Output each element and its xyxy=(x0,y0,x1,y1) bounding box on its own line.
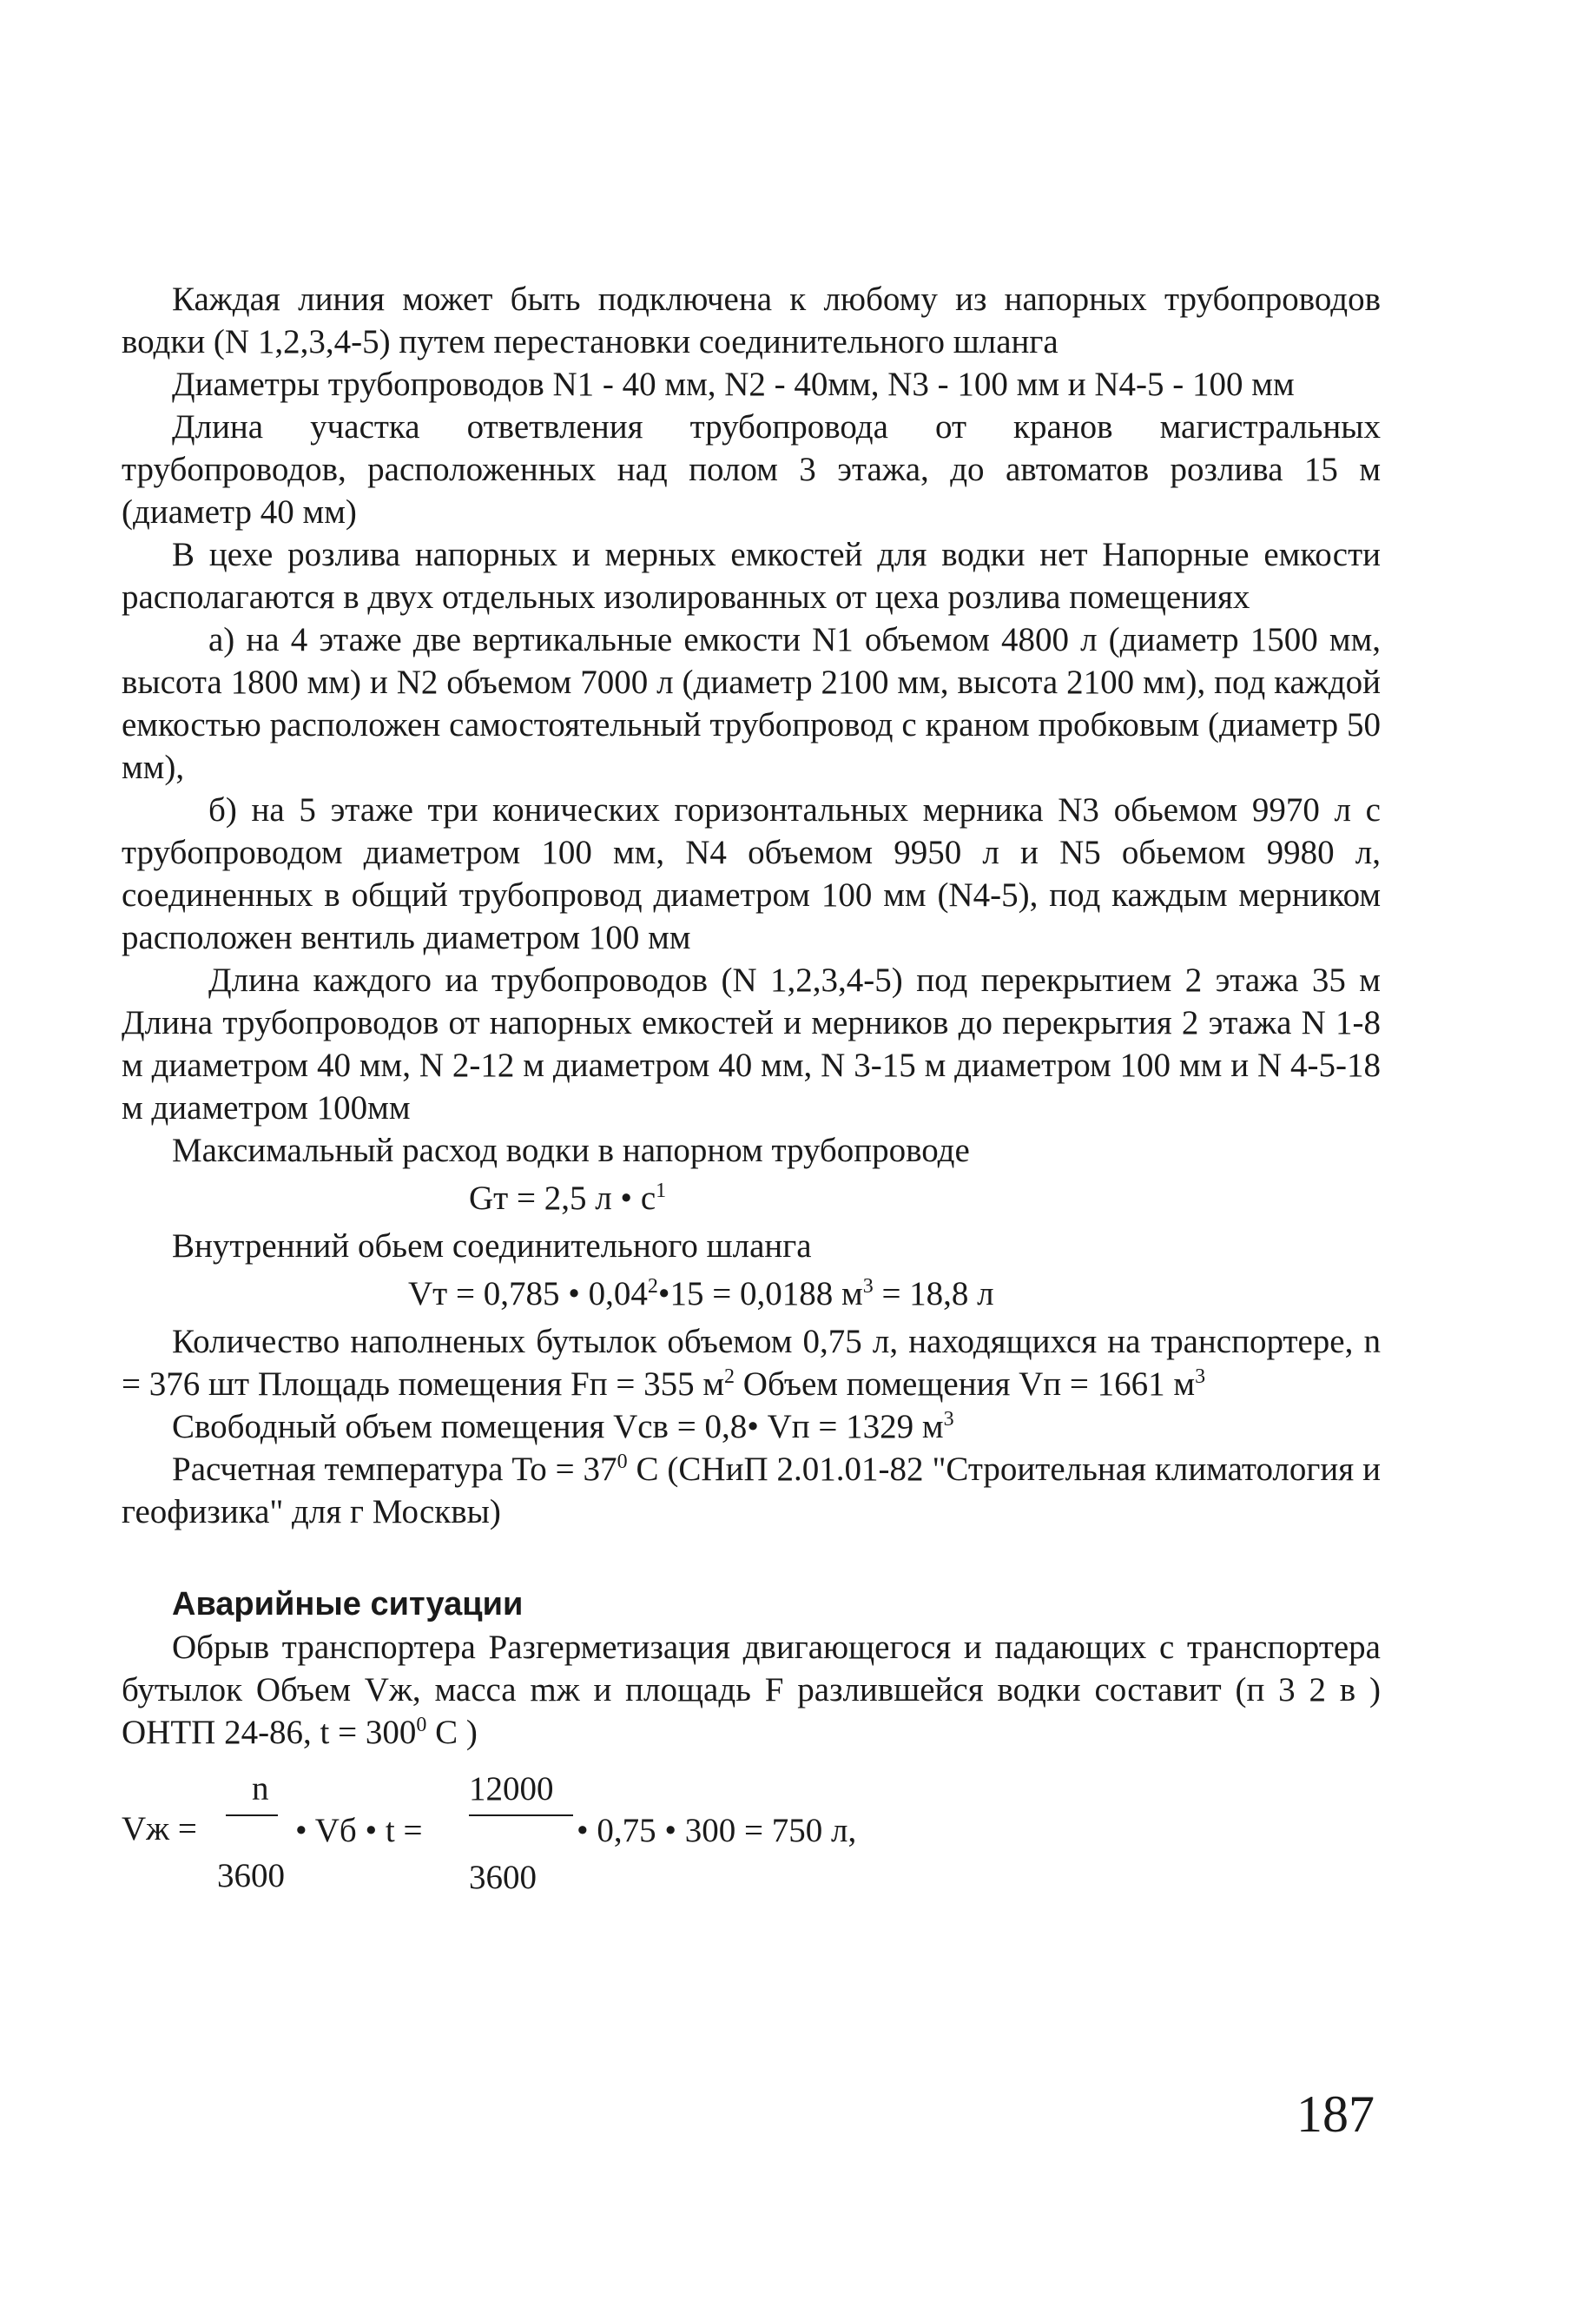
paragraph: Каждая линия может быть подключена к любому из напорных трубопроводов водки (N 1,2,3,4-5) путем перестановки соединительного шланга xyxy=(122,281,1381,360)
paragraph xyxy=(122,1320,1381,1405)
formula-numerator: n xyxy=(252,1770,269,1808)
superscript: 3 xyxy=(862,1275,874,1298)
body-text xyxy=(122,278,1381,1896)
paragraph: Длина участка ответвления трубопровода от кранов магистральных трубопроводов, расположенных над полом 3 этажа, до автоматов розлива 15 м (диаметр 40 мм) xyxy=(122,408,1381,531)
superscript: 0 xyxy=(617,1451,628,1473)
text: Свободный объем помещения Vсв = 0,8• Vп = 1329 м xyxy=(172,1408,944,1445)
volume-formula xyxy=(122,1757,1381,1896)
page-number: 187 xyxy=(1296,2085,1375,2143)
formula-numerator: 12000 xyxy=(469,1770,554,1808)
equation-text: = 18,8 л xyxy=(873,1275,994,1312)
superscript: 2 xyxy=(647,1275,658,1298)
text: Объем помещения Vп = 1661 м xyxy=(735,1365,1196,1403)
formula-middle: • Vб • t = xyxy=(295,1812,423,1849)
superscript: 3 xyxy=(1195,1365,1206,1388)
equation-text: Gт = 2,5 л • с xyxy=(469,1180,656,1217)
text: Обрыв транспортера Разгерметизация двигающегося и падающих с транспортера бутылок Объем Vж, масса mж и площадь F разлившейся водки составит (п 3 2 в ) ОНТП 24-86, t = 300 xyxy=(122,1629,1381,1751)
superscript: 1 xyxy=(656,1180,667,1202)
equation-text: •15 = 0,0188 м xyxy=(657,1275,863,1312)
paragraph xyxy=(122,1448,1381,1533)
text: Количество наполненых бутылок объемом 0,75 л, находящихся на транспортере, n = 376 шт Площадь помещения Fп = 355 м xyxy=(122,1323,1381,1403)
equation-volume xyxy=(122,1272,1381,1315)
paragraph xyxy=(122,1405,1381,1448)
superscript: 0 xyxy=(416,1714,427,1736)
fraction-line xyxy=(469,1814,573,1816)
text: С ) xyxy=(426,1714,478,1751)
paragraph: Внутренний обьем соединительного шланга xyxy=(172,1227,812,1265)
equation-flow xyxy=(122,1177,1381,1219)
paragraph xyxy=(122,1626,1381,1754)
section-heading: Аварийные ситуации xyxy=(172,1586,524,1623)
formula-denominator: 3600 xyxy=(469,1859,537,1896)
formula-rhs: • 0,75 • 300 = 750 л, xyxy=(577,1812,857,1849)
equation-text: Vт = 0,785 • 0,04 xyxy=(408,1275,648,1312)
fraction-line xyxy=(226,1814,278,1816)
paragraph: б) на 5 этаже три конических горизонтальных мерника N3 обьемом 9970 л с трубопроводом диаметром 100 мм, N4 объемом 9950 л и N5 обьемом 9980 л, соединенных в общий трубопровод диаметром 100 мм (N4-5), под каждым мерником расположен вентиль диаметром 100 мм xyxy=(122,791,1381,956)
superscript: 2 xyxy=(724,1365,735,1388)
formula-lhs: Vж = xyxy=(122,1810,197,1847)
paragraph: Максимальный расход водки в напорном трубопроводе xyxy=(172,1132,970,1169)
paragraph: Длина каждого иа трубопроводов (N 1,2,3,4-5) под перекрытием 2 этажа 35 м Длина трубопроводов от напорных емкостей и мерников до перекрытия 2 этажа N 1-8 м диаметром 40 мм, N 2-12 м диаметром 40 мм, N 3-15 м диаметром 100 мм и N 4-5-18 м диаметром 100мм xyxy=(122,962,1381,1127)
paragraph: а) на 4 этаже две вертикальные емкости N1 объемом 4800 л (диаметр 1500 мм, высота 1800 мм) и N2 объемом 7000 л (диаметр 2100 мм, высота 2100 мм), под каждой емкостью расположен самостоятельный трубопровод с краном пробковым (диаметр 50 мм), xyxy=(122,621,1381,786)
superscript: 3 xyxy=(943,1408,954,1431)
paragraph: В цехе розлива напорных и мерных емкостей для водки нет Напорные емкости располагаются в двух отдельных изолированных от цеха розлива помещениях xyxy=(122,536,1381,616)
text: Расчетная температура То = 37 xyxy=(172,1451,617,1488)
text: С (СНиП 2.01.01-82 "Строительная климатология и геофизика" для г Москвы) xyxy=(122,1451,1381,1530)
formula-denominator: 3600 xyxy=(217,1857,285,1894)
paragraph: Диаметры трубопроводов N1 - 40 мм, N2 - 40мм, N3 - 100 мм и N4-5 - 100 мм xyxy=(172,366,1295,403)
